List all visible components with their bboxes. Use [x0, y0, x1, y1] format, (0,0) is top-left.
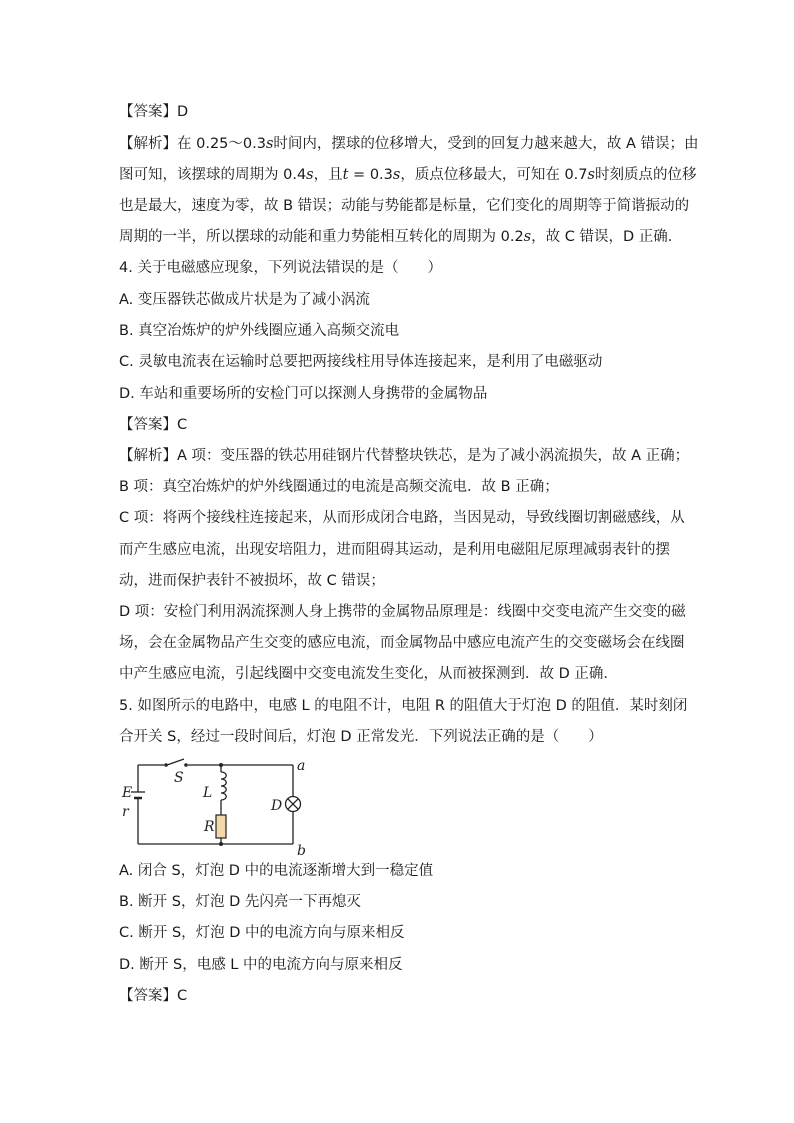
label-E: E: [122, 785, 133, 801]
unit-symbol: s: [265, 136, 274, 152]
q4-analysis-line-5: 动，进而保护表针不被损坏，故 C 错误；: [119, 573, 385, 589]
q4-option-c: C. 灵敏电流表在运输时总要把两接线柱用导体连接起来，是利用了电磁驱动: [119, 354, 603, 370]
text-segment: = 0.3: [348, 167, 393, 183]
q3-answer: 【答案】D: [119, 104, 189, 120]
q3-analysis-line-4: [119, 227, 682, 247]
q5-answer: 【答案】C: [119, 988, 188, 1004]
unit-symbol: s: [587, 167, 595, 183]
q4-analysis-line-7: 场，会在金属物品产生交变的感应电流，而金属物品中感应电流产生的交变磁场会在线圈: [119, 635, 685, 651]
label-r: r: [122, 804, 129, 820]
switch-blade: [167, 759, 184, 765]
q3-analysis-line-1: [119, 134, 699, 154]
text-segment: 时刻质点的位移: [594, 167, 697, 183]
text-segment: 图可知，该摆球的周期为 0.4: [119, 167, 307, 183]
q4-analysis-line-2: B 项：真空冶炼炉的炉外线圈通过的电流是高频交流电．故 B 正确；: [119, 479, 559, 495]
q4-answer: 【答案】C: [119, 417, 188, 433]
text-segment: 时间内，摆球的位移增大，受到的回复力越来越大，故 A 错误；由: [273, 136, 699, 152]
switch-contact: [164, 763, 168, 767]
label-R: R: [204, 819, 215, 835]
text-segment: 【解析】在 0.25～0.3: [119, 136, 266, 152]
q4-analysis-line-8: 中产生感应电流，引起线圈中交变电流发生变化，从而被探测到．故 D 正确．: [119, 666, 618, 682]
unit-symbol: s: [523, 229, 532, 245]
text-segment: 也是最大，速度为零，故 B 错误；动能与势能都是标量，它们变化的周期等于简谐振动的: [119, 198, 690, 214]
variable-t: t: [342, 167, 349, 183]
text-segment: 周期的一半，所以摆球的动能和重力势能相互转化的周期为 0.2: [119, 229, 524, 245]
junction-dot: [219, 842, 223, 846]
q4-option-d: D. 车站和重要场所的安检门可以探测人身携带的金属物品: [119, 386, 488, 402]
q3-analysis-line-2: [119, 165, 696, 185]
label-b: b: [297, 843, 306, 856]
q4-analysis-line-3: C 项：将两个接线柱连接起来，从而形成闭合电路，当因晃动，导致线圈切割磁感线，从: [119, 510, 685, 526]
label-L: L: [203, 785, 213, 801]
q5-option-b: B. 断开 S，灯泡 D 先闪亮一下再熄灭: [119, 894, 361, 910]
label-a: a: [297, 758, 306, 774]
q3-analysis-line-3: [119, 196, 689, 216]
q5-question-line-1: 5. 如图所示的电路中，电感 L 的电阻不计，电阻 R 的阻值大于灯泡 D 的阻值．某时刻闭: [119, 698, 688, 714]
q4-analysis-line-6: D 项：安检门利用涡流探测人身上携带的金属物品原理是：线圈中交变电流产生交变的磁: [119, 604, 686, 620]
circuit-diagram: [118, 756, 318, 856]
unit-symbol: s: [392, 167, 401, 183]
q4-option-a: A. 变压器铁芯做成片状是为了减小涡流: [119, 292, 370, 308]
switch-contact: [184, 763, 188, 767]
q5-option-c: C. 断开 S，灯泡 D 中的电流方向与原来相反: [119, 925, 405, 941]
q4-analysis-line-4: 而产生感应电流，出现安培阻力，进而阻碍其运动，是利用电磁阻尼原理减弱表针的摆: [119, 542, 670, 558]
text-segment: ，故 C 错误，D 正确．: [531, 229, 683, 245]
unit-symbol: s: [306, 167, 314, 183]
label-D: D: [271, 798, 283, 814]
q4-analysis-line-1: 【解析】A 项：变压器的铁芯用硅钢片代替整块铁芯，是为了减小涡流损失，故 A 正确；: [119, 448, 690, 464]
q4-option-b: B. 真空冶炼炉的炉外线圈应通入高频交流电: [119, 323, 400, 339]
q5-question-line-2: 合开关 S，经过一段时间后，灯泡 D 正常发光．下列说法正确的是（ ）: [119, 729, 603, 745]
resistor-icon: [216, 815, 226, 838]
q4-question: 4. 关于电磁感应现象，下列说法错误的是（ ）: [119, 260, 442, 276]
q5-option-a: A. 闭合 S，灯泡 D 中的电流逐渐增大到一稳定值: [119, 863, 434, 879]
inductor-coil: [221, 772, 226, 800]
junction-dot: [219, 763, 223, 767]
label-S: S: [174, 770, 184, 786]
text-segment: ，且: [313, 167, 343, 183]
text-segment: ，质点位移最大，可知在 0.7: [400, 167, 588, 183]
q5-option-d: D. 断开 S，电感 L 中的电流方向与原来相反: [119, 957, 403, 973]
